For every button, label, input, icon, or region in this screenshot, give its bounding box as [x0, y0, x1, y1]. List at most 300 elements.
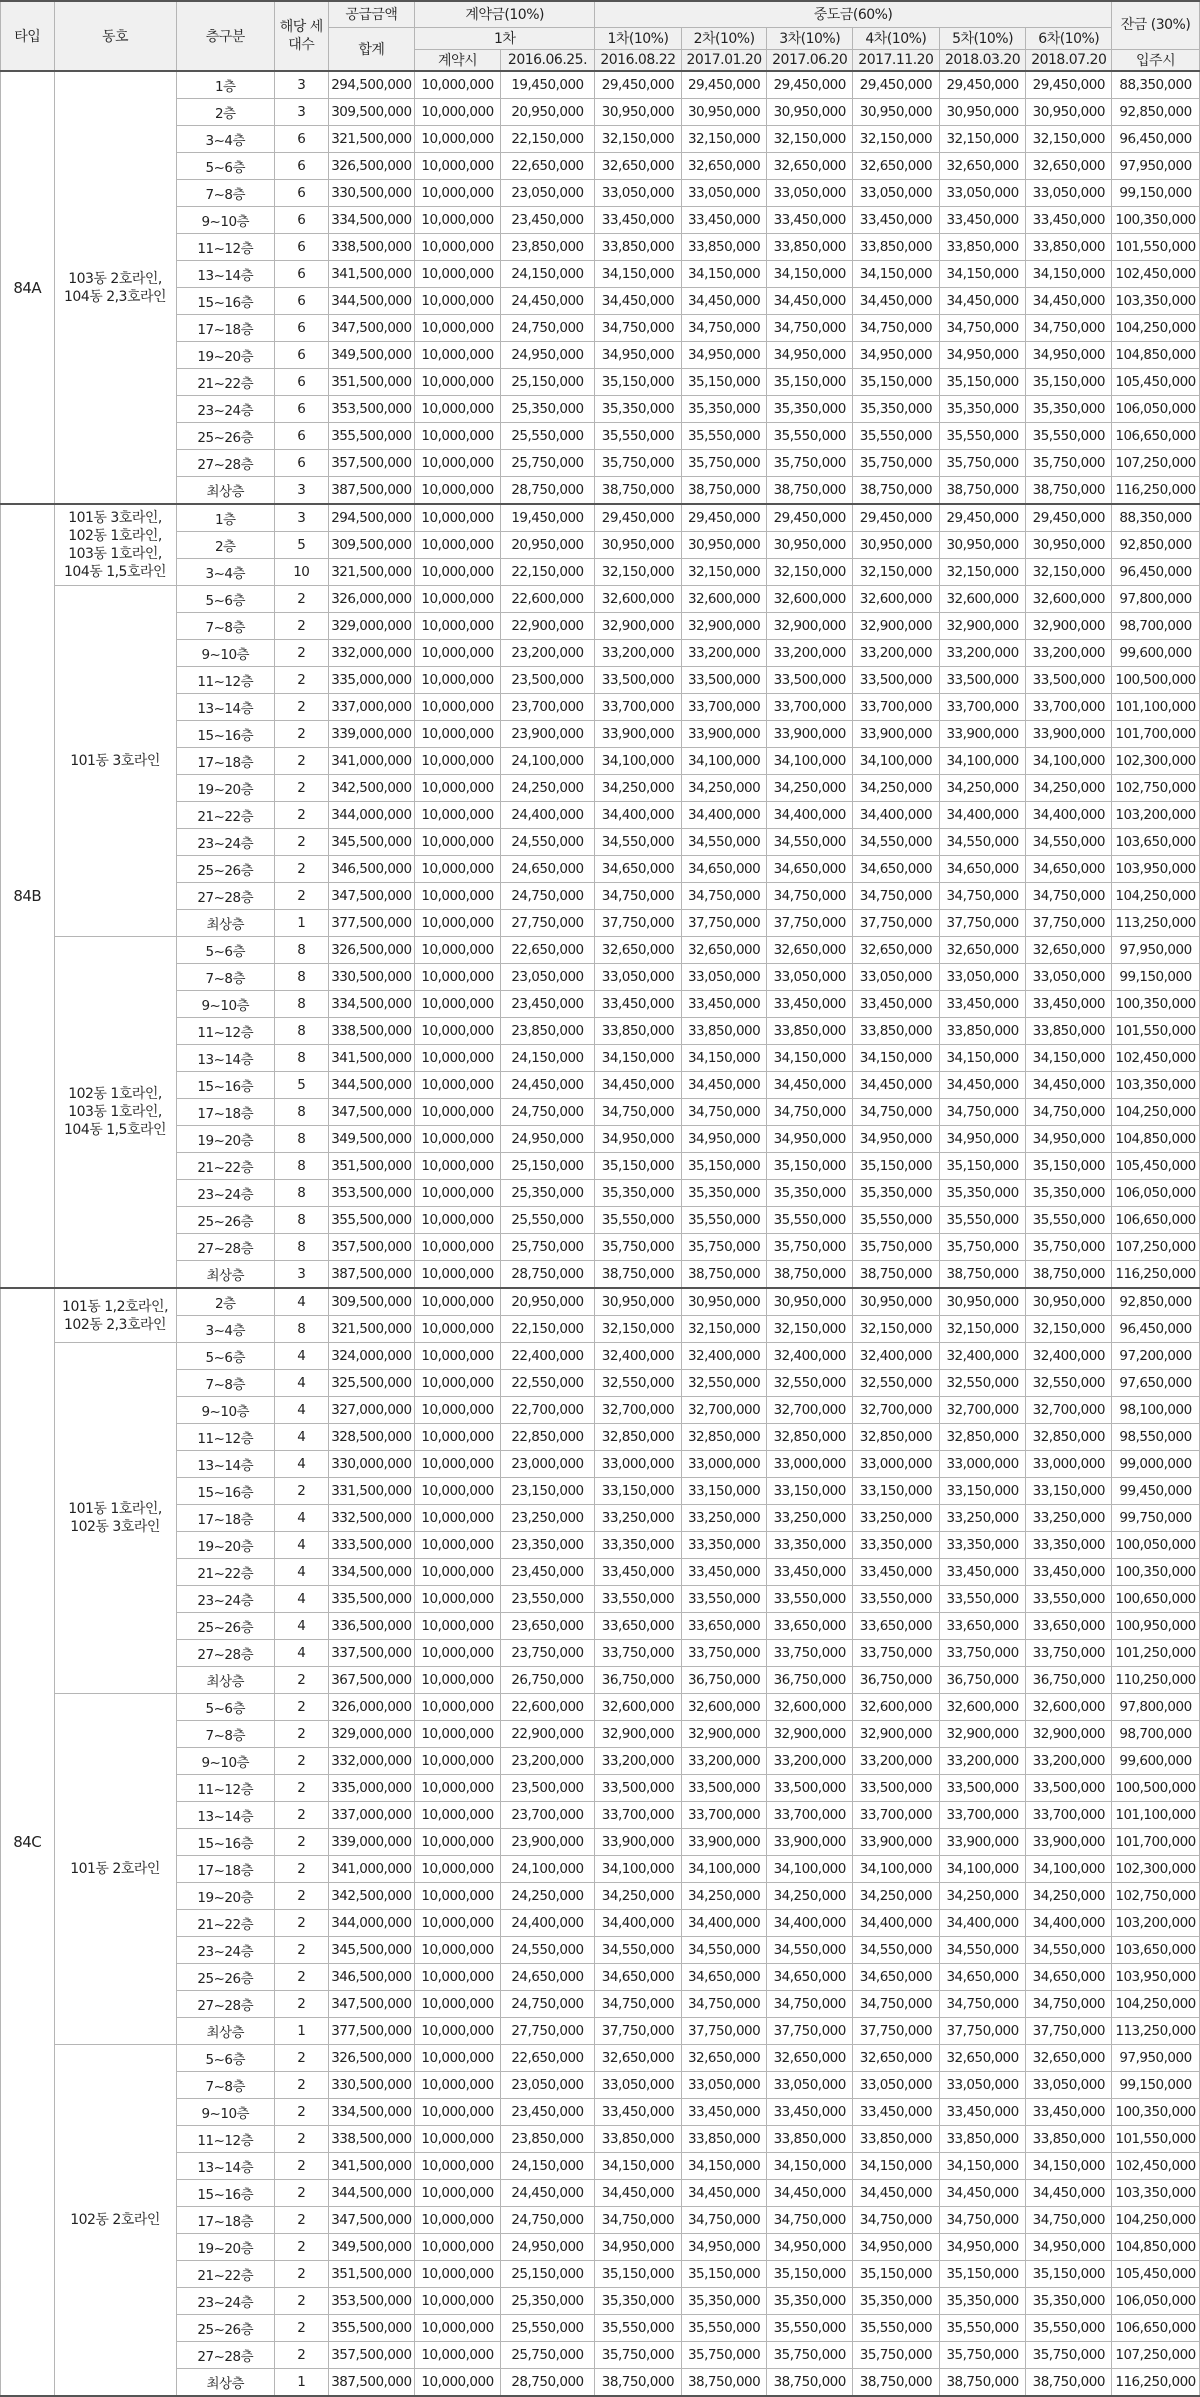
- middle-payment-cell: 37,750,000: [939, 2018, 1026, 2045]
- units-cell: 2: [275, 613, 329, 640]
- floor-cell: 17~18층: [176, 2207, 274, 2234]
- middle-payment-cell: 34,950,000: [853, 2234, 940, 2261]
- middle-payment-cell: 34,450,000: [681, 2180, 767, 2207]
- deposit-balance-cell: 23,450,000: [500, 207, 594, 234]
- middle-payment-cell: 29,450,000: [681, 504, 767, 532]
- total-cell: 332,000,000: [328, 1748, 415, 1775]
- deposit-balance-cell: 24,950,000: [500, 342, 594, 369]
- units-cell: 2: [275, 721, 329, 748]
- middle-payment-cell: 32,150,000: [767, 1316, 853, 1343]
- middle-payment-cell: 34,750,000: [681, 2207, 767, 2234]
- total-cell: 326,500,000: [328, 937, 415, 964]
- deposit-balance-cell: 25,550,000: [500, 423, 594, 450]
- deposit-balance-cell: 19,450,000: [500, 71, 594, 99]
- floor-cell: 23~24층: [176, 396, 274, 423]
- balance-cell: 92,850,000: [1112, 1288, 1200, 1316]
- middle-payment-cell: 38,750,000: [1026, 2369, 1112, 2397]
- table-row: [1, 1126, 1200, 1153]
- middle-payment-cell: 33,050,000: [939, 2072, 1026, 2099]
- middle-payment-cell: 35,550,000: [1026, 1207, 1112, 1234]
- units-cell: 2: [275, 1802, 329, 1829]
- middle-payment-cell: 33,700,000: [767, 694, 853, 721]
- middle-payment-cell: 34,750,000: [767, 2207, 853, 2234]
- contract-cell: 10,000,000: [415, 207, 501, 234]
- middle-payment-cell: 33,900,000: [1026, 721, 1112, 748]
- table-row: [1, 1207, 1200, 1234]
- balance-cell: 104,850,000: [1112, 342, 1200, 369]
- middle-payment-cell: 35,150,000: [595, 1153, 682, 1180]
- deposit-balance-cell: 25,150,000: [500, 2261, 594, 2288]
- deposit-balance-cell: 23,500,000: [500, 667, 594, 694]
- table-row: [1, 748, 1200, 775]
- middle-payment-cell: 35,150,000: [1026, 2261, 1112, 2288]
- total-cell: 377,500,000: [328, 910, 415, 937]
- balance-cell: 92,850,000: [1112, 99, 1200, 126]
- middle-payment-cell: 34,550,000: [681, 1937, 767, 1964]
- middle-payment-cell: 34,100,000: [681, 1856, 767, 1883]
- total-cell: 309,500,000: [328, 1288, 415, 1316]
- middle-payment-cell: 33,500,000: [681, 667, 767, 694]
- total-cell: 347,500,000: [328, 315, 415, 342]
- middle-payment-cell: 33,550,000: [767, 1586, 853, 1613]
- middle-payment-cell: 33,500,000: [1026, 1775, 1112, 1802]
- middle-payment-cell: 34,100,000: [595, 748, 682, 775]
- units-cell: 2: [275, 2315, 329, 2342]
- floor-cell: 5~6층: [176, 1694, 274, 1721]
- middle-payment-cell: 35,350,000: [595, 2288, 682, 2315]
- middle-payment-cell: 33,050,000: [767, 964, 853, 991]
- middle-payment-cell: 33,150,000: [681, 1478, 767, 1505]
- middle-payment-cell: 34,450,000: [767, 1072, 853, 1099]
- deposit-balance-cell: 22,900,000: [500, 613, 594, 640]
- contract-cell: 10,000,000: [415, 396, 501, 423]
- contract-cell: 10,000,000: [415, 667, 501, 694]
- middle-payment-cell: 34,650,000: [853, 1964, 940, 1991]
- middle-payment-cell: 33,450,000: [939, 207, 1026, 234]
- middle-payment-cell: 35,150,000: [853, 1153, 940, 1180]
- table-row: [1, 1721, 1200, 1748]
- middle-payment-cell: 34,750,000: [767, 1991, 853, 2018]
- middle-payment-cell: 34,150,000: [595, 1045, 682, 1072]
- table-row: [1, 1883, 1200, 1910]
- floor-cell: 11~12층: [176, 234, 274, 261]
- middle-payment-cell: 33,700,000: [767, 1802, 853, 1829]
- middle-payment-cell: 29,450,000: [853, 71, 940, 99]
- total-cell: 326,000,000: [328, 586, 415, 613]
- middle-payment-cell: 33,450,000: [1026, 2099, 1112, 2126]
- middle-payment-cell: 29,450,000: [939, 504, 1026, 532]
- table-header: [1, 1, 1200, 71]
- deposit-balance-cell: 24,750,000: [500, 315, 594, 342]
- middle-payment-cell: 34,650,000: [853, 856, 940, 883]
- deposit-balance-cell: 20,950,000: [500, 99, 594, 126]
- table-row: [1, 1451, 1200, 1478]
- middle-payment-cell: 32,150,000: [939, 1316, 1026, 1343]
- middle-payment-cell: 33,150,000: [853, 1478, 940, 1505]
- units-cell: 1: [275, 2369, 329, 2397]
- deposit-balance-cell: 24,450,000: [500, 2180, 594, 2207]
- table-row: [1, 2234, 1200, 2261]
- middle-payment-cell: 35,150,000: [681, 369, 767, 396]
- table-row: [1, 694, 1200, 721]
- floor-cell: 2층: [176, 99, 274, 126]
- middle-payment-cell: 33,350,000: [595, 1532, 682, 1559]
- contract-cell: 10,000,000: [415, 910, 501, 937]
- units-cell: 6: [275, 234, 329, 261]
- floor-cell: 1층: [176, 504, 274, 532]
- middle-payment-cell: 34,750,000: [939, 1991, 1026, 2018]
- floor-cell: 최상층: [176, 2018, 274, 2045]
- col-on-contract: 계약시: [415, 49, 501, 71]
- contract-cell: 10,000,000: [415, 1261, 501, 1289]
- units-cell: 6: [275, 153, 329, 180]
- middle-payment-cell: 35,350,000: [595, 1180, 682, 1207]
- table-row: [1, 396, 1200, 423]
- middle-payment-cell: 35,150,000: [853, 369, 940, 396]
- dong-cell: 101동 2호라인: [54, 1694, 176, 2045]
- deposit-balance-cell: 23,450,000: [500, 1559, 594, 1586]
- middle-payment-cell: 32,600,000: [939, 586, 1026, 613]
- deposit-balance-cell: 24,550,000: [500, 1937, 594, 1964]
- middle-payment-cell: 32,150,000: [1026, 1316, 1112, 1343]
- total-cell: 355,500,000: [328, 2315, 415, 2342]
- units-cell: 2: [275, 1964, 329, 1991]
- middle-payment-cell: 34,450,000: [939, 1072, 1026, 1099]
- balance-cell: 102,750,000: [1112, 775, 1200, 802]
- middle-payment-cell: 35,350,000: [853, 2288, 940, 2315]
- balance-cell: 99,600,000: [1112, 1748, 1200, 1775]
- total-cell: 349,500,000: [328, 342, 415, 369]
- deposit-balance-cell: 23,900,000: [500, 721, 594, 748]
- middle-payment-cell: 33,350,000: [853, 1532, 940, 1559]
- balance-cell: 96,450,000: [1112, 126, 1200, 153]
- total-cell: 330,500,000: [328, 180, 415, 207]
- contract-cell: 10,000,000: [415, 261, 501, 288]
- middle-payment-cell: 37,750,000: [853, 2018, 940, 2045]
- total-cell: 331,500,000: [328, 1478, 415, 1505]
- total-cell: 357,500,000: [328, 1234, 415, 1261]
- table-row: [1, 1099, 1200, 1126]
- deposit-balance-cell: 22,400,000: [500, 1343, 594, 1370]
- total-cell: 353,500,000: [328, 2288, 415, 2315]
- contract-cell: 10,000,000: [415, 694, 501, 721]
- deposit-balance-cell: 23,450,000: [500, 991, 594, 1018]
- middle-payment-cell: 34,750,000: [595, 315, 682, 342]
- col-balance: 잔금 (30%): [1112, 1, 1200, 49]
- total-cell: 341,500,000: [328, 2153, 415, 2180]
- middle-payment-cell: 30,950,000: [767, 99, 853, 126]
- middle-payment-cell: 35,350,000: [939, 1180, 1026, 1207]
- deposit-balance-cell: 24,950,000: [500, 1126, 594, 1153]
- middle-payment-cell: 34,750,000: [595, 1991, 682, 2018]
- table-row: [1, 991, 1200, 1018]
- middle-payment-cell: 32,550,000: [939, 1370, 1026, 1397]
- middle-payment-cell: 34,950,000: [939, 342, 1026, 369]
- middle-payment-cell: 33,850,000: [853, 234, 940, 261]
- contract-cell: 10,000,000: [415, 180, 501, 207]
- total-cell: 344,000,000: [328, 802, 415, 829]
- units-cell: 6: [275, 423, 329, 450]
- deposit-balance-cell: 22,850,000: [500, 1424, 594, 1451]
- middle-payment-cell: 33,700,000: [595, 694, 682, 721]
- middle-payment-cell: 30,950,000: [595, 532, 682, 559]
- balance-cell: 101,100,000: [1112, 694, 1200, 721]
- middle-payment-cell: 32,550,000: [595, 1370, 682, 1397]
- middle-payment-cell: 34,100,000: [939, 748, 1026, 775]
- middle-payment-cell: 32,700,000: [853, 1397, 940, 1424]
- middle-payment-cell: 32,900,000: [853, 613, 940, 640]
- middle-payment-cell: 33,900,000: [681, 1829, 767, 1856]
- middle-payment-cell: 34,400,000: [767, 1910, 853, 1937]
- deposit-balance-cell: 24,650,000: [500, 1964, 594, 1991]
- units-cell: 2: [275, 883, 329, 910]
- middle-payment-cell: 35,750,000: [767, 450, 853, 477]
- deposit-balance-cell: 24,750,000: [500, 2207, 594, 2234]
- middle-payment-cell: 38,750,000: [939, 477, 1026, 505]
- deposit-balance-cell: 23,150,000: [500, 1478, 594, 1505]
- total-cell: 334,500,000: [328, 2099, 415, 2126]
- middle-payment-cell: 32,850,000: [1026, 1424, 1112, 1451]
- middle-payment-cell: 34,400,000: [853, 802, 940, 829]
- balance-cell: 103,350,000: [1112, 288, 1200, 315]
- total-cell: 387,500,000: [328, 2369, 415, 2397]
- middle-payment-cell: 32,850,000: [767, 1424, 853, 1451]
- total-cell: 334,500,000: [328, 991, 415, 1018]
- floor-cell: 5~6층: [176, 1343, 274, 1370]
- dong-cell: 101동 1호라인, 102동 3호라인: [54, 1343, 176, 1694]
- table-row: [1, 2045, 1200, 2072]
- middle-payment-cell: 33,700,000: [595, 1802, 682, 1829]
- deposit-balance-cell: 25,150,000: [500, 369, 594, 396]
- middle-payment-cell: 34,650,000: [767, 1964, 853, 1991]
- balance-cell: 104,850,000: [1112, 1126, 1200, 1153]
- contract-cell: 10,000,000: [415, 1802, 501, 1829]
- middle-payment-cell: 33,250,000: [681, 1505, 767, 1532]
- middle-payment-cell: 35,150,000: [1026, 1153, 1112, 1180]
- middle-payment-cell: 33,200,000: [1026, 1748, 1112, 1775]
- middle-payment-cell: 37,750,000: [939, 910, 1026, 937]
- table-row: [1, 504, 1200, 532]
- contract-cell: 10,000,000: [415, 559, 501, 586]
- middle-payment-cell: 35,350,000: [853, 396, 940, 423]
- deposit-balance-cell: 23,650,000: [500, 1613, 594, 1640]
- middle-payment-cell: 33,450,000: [853, 207, 940, 234]
- middle-payment-cell: 35,750,000: [853, 450, 940, 477]
- middle-payment-cell: 33,750,000: [853, 1640, 940, 1667]
- middle-payment-cell: 34,250,000: [939, 775, 1026, 802]
- deposit-balance-cell: 24,750,000: [500, 883, 594, 910]
- table-row: [1, 1991, 1200, 2018]
- middle-payment-cell: 33,850,000: [681, 1018, 767, 1045]
- table-row: [1, 640, 1200, 667]
- middle-payment-cell: 33,450,000: [853, 2099, 940, 2126]
- floor-cell: 25~26층: [176, 1207, 274, 1234]
- middle-payment-cell: 32,150,000: [853, 126, 940, 153]
- units-cell: 6: [275, 261, 329, 288]
- table-body: [1, 71, 1200, 2396]
- middle-payment-cell: 34,750,000: [767, 883, 853, 910]
- total-cell: 351,500,000: [328, 369, 415, 396]
- middle-payment-cell: 32,400,000: [1026, 1343, 1112, 1370]
- contract-cell: 10,000,000: [415, 504, 501, 532]
- middle-payment-cell: 33,500,000: [681, 1775, 767, 1802]
- units-cell: 2: [275, 2234, 329, 2261]
- units-cell: 2: [275, 2099, 329, 2126]
- balance-cell: 100,050,000: [1112, 1532, 1200, 1559]
- middle-payment-cell: 33,500,000: [853, 1775, 940, 1802]
- middle-payment-cell: 33,750,000: [681, 1640, 767, 1667]
- table-row: [1, 1532, 1200, 1559]
- col-floor: 층구분: [176, 1, 274, 71]
- units-cell: 8: [275, 1234, 329, 1261]
- middle-payment-cell: 34,100,000: [853, 1856, 940, 1883]
- units-cell: 8: [275, 937, 329, 964]
- floor-cell: 5~6층: [176, 153, 274, 180]
- type-cell: 84B: [1, 504, 55, 1288]
- middle-payment-cell: 32,650,000: [853, 153, 940, 180]
- middle-payment-cell: 37,750,000: [853, 910, 940, 937]
- middle-payment-cell: 34,750,000: [1026, 315, 1112, 342]
- middle-payment-cell: 34,750,000: [595, 2207, 682, 2234]
- middle-payment-cell: 37,750,000: [1026, 910, 1112, 937]
- middle-payment-cell: 33,850,000: [939, 2126, 1026, 2153]
- type-cell: 84A: [1, 71, 55, 504]
- middle-payment-cell: 36,750,000: [767, 1667, 853, 1694]
- middle-payment-cell: 32,650,000: [1026, 2045, 1112, 2072]
- deposit-balance-cell: 23,050,000: [500, 964, 594, 991]
- middle-payment-cell: 34,450,000: [1026, 288, 1112, 315]
- middle-payment-cell: 34,650,000: [939, 856, 1026, 883]
- middle-payment-cell: 33,900,000: [767, 721, 853, 748]
- middle-payment-cell: 36,750,000: [595, 1667, 682, 1694]
- floor-cell: 1층: [176, 71, 274, 99]
- units-cell: 6: [275, 315, 329, 342]
- table-row: [1, 423, 1200, 450]
- units-cell: 4: [275, 1559, 329, 1586]
- contract-cell: 10,000,000: [415, 1532, 501, 1559]
- middle-payment-cell: 34,950,000: [853, 342, 940, 369]
- deposit-balance-cell: 24,550,000: [500, 829, 594, 856]
- floor-cell: 11~12층: [176, 2126, 274, 2153]
- total-cell: 355,500,000: [328, 1207, 415, 1234]
- middle-payment-cell: 32,550,000: [767, 1370, 853, 1397]
- middle-payment-cell: 35,350,000: [681, 2288, 767, 2315]
- units-cell: 3: [275, 71, 329, 99]
- middle-payment-cell: 32,600,000: [681, 1694, 767, 1721]
- units-cell: 8: [275, 1045, 329, 1072]
- middle-payment-cell: 34,150,000: [939, 1045, 1026, 1072]
- middle-payment-cell: 33,250,000: [939, 1505, 1026, 1532]
- middle-payment-cell: 33,650,000: [767, 1613, 853, 1640]
- middle-payment-cell: 32,900,000: [1026, 613, 1112, 640]
- middle-payment-cell: 32,150,000: [1026, 559, 1112, 586]
- middle-payment-cell: 34,400,000: [681, 1910, 767, 1937]
- contract-cell: 10,000,000: [415, 802, 501, 829]
- floor-cell: 3~4층: [176, 1316, 274, 1343]
- middle-payment-cell: 34,100,000: [1026, 1856, 1112, 1883]
- deposit-balance-cell: 25,350,000: [500, 396, 594, 423]
- middle-payment-cell: 34,400,000: [681, 802, 767, 829]
- floor-cell: 23~24층: [176, 1180, 274, 1207]
- units-cell: 8: [275, 1180, 329, 1207]
- balance-cell: 105,450,000: [1112, 2261, 1200, 2288]
- total-cell: 333,500,000: [328, 1532, 415, 1559]
- table-row: [1, 369, 1200, 396]
- middle-payment-cell: 34,150,000: [595, 261, 682, 288]
- balance-cell: 99,000,000: [1112, 1451, 1200, 1478]
- balance-cell: 96,450,000: [1112, 1316, 1200, 1343]
- middle-payment-cell: 32,150,000: [853, 559, 940, 586]
- contract-cell: 10,000,000: [415, 748, 501, 775]
- middle-payment-cell: 32,650,000: [595, 2045, 682, 2072]
- contract-cell: 10,000,000: [415, 126, 501, 153]
- col-deposit: 계약금(10%): [415, 1, 595, 27]
- middle-payment-cell: 34,150,000: [1026, 1045, 1112, 1072]
- middle-payment-cell: 33,050,000: [853, 2072, 940, 2099]
- middle-payment-cell: 32,900,000: [939, 1721, 1026, 1748]
- middle-payment-cell: 32,600,000: [595, 586, 682, 613]
- total-cell: 339,000,000: [328, 721, 415, 748]
- table-row: [1, 802, 1200, 829]
- total-cell: 344,500,000: [328, 2180, 415, 2207]
- middle-payment-cell: 33,450,000: [595, 991, 682, 1018]
- middle-payment-cell: 33,250,000: [853, 1505, 940, 1532]
- middle-payment-cell: 33,900,000: [939, 1829, 1026, 1856]
- middle-payment-cell: 34,750,000: [939, 315, 1026, 342]
- middle-payment-cell: 33,000,000: [767, 1451, 853, 1478]
- table-row: [1, 1316, 1200, 1343]
- total-cell: 330,500,000: [328, 2072, 415, 2099]
- middle-payment-cell: 34,250,000: [767, 775, 853, 802]
- middle-payment-cell: 33,200,000: [767, 1748, 853, 1775]
- middle-payment-cell: 33,850,000: [767, 1018, 853, 1045]
- deposit-balance-cell: 23,750,000: [500, 1640, 594, 1667]
- middle-payment-cell: 32,650,000: [939, 153, 1026, 180]
- middle-payment-cell: 33,650,000: [681, 1613, 767, 1640]
- contract-cell: 10,000,000: [415, 2018, 501, 2045]
- floor-cell: 13~14층: [176, 694, 274, 721]
- middle-payment-cell: 34,150,000: [1026, 2153, 1112, 2180]
- balance-cell: 99,750,000: [1112, 1505, 1200, 1532]
- floor-cell: 19~20층: [176, 2234, 274, 2261]
- middle-payment-cell: 35,750,000: [681, 2342, 767, 2369]
- middle-payment-cell: 35,550,000: [853, 1207, 940, 1234]
- middle-payment-cell: 33,700,000: [1026, 694, 1112, 721]
- middle-payment-cell: 34,150,000: [681, 261, 767, 288]
- middle-payment-cell: 33,050,000: [681, 2072, 767, 2099]
- middle-payment-cell: 32,700,000: [595, 1397, 682, 1424]
- floor-cell: 15~16층: [176, 288, 274, 315]
- middle-payment-cell: 35,750,000: [853, 1234, 940, 1261]
- middle-payment-cell: 35,350,000: [939, 2288, 1026, 2315]
- col-middle-date-3: 2017.06.20: [767, 49, 853, 71]
- middle-payment-cell: 33,350,000: [681, 1532, 767, 1559]
- middle-payment-cell: 34,950,000: [1026, 2234, 1112, 2261]
- table-row: [1, 2153, 1200, 2180]
- middle-payment-cell: 32,400,000: [681, 1343, 767, 1370]
- middle-payment-cell: 33,200,000: [1026, 640, 1112, 667]
- deposit-balance-cell: 24,400,000: [500, 1910, 594, 1937]
- contract-cell: 10,000,000: [415, 1478, 501, 1505]
- middle-payment-cell: 34,550,000: [853, 1937, 940, 1964]
- balance-cell: 100,650,000: [1112, 1586, 1200, 1613]
- dong-cell: 102동 1호라인, 103동 1호라인, 104동 1,5호라인: [54, 937, 176, 1289]
- type-cell: 84C: [1, 1288, 55, 2396]
- contract-cell: 10,000,000: [415, 1343, 501, 1370]
- middle-payment-cell: 38,750,000: [681, 2369, 767, 2397]
- middle-payment-cell: 33,650,000: [939, 1613, 1026, 1640]
- deposit-balance-cell: 27,750,000: [500, 2018, 594, 2045]
